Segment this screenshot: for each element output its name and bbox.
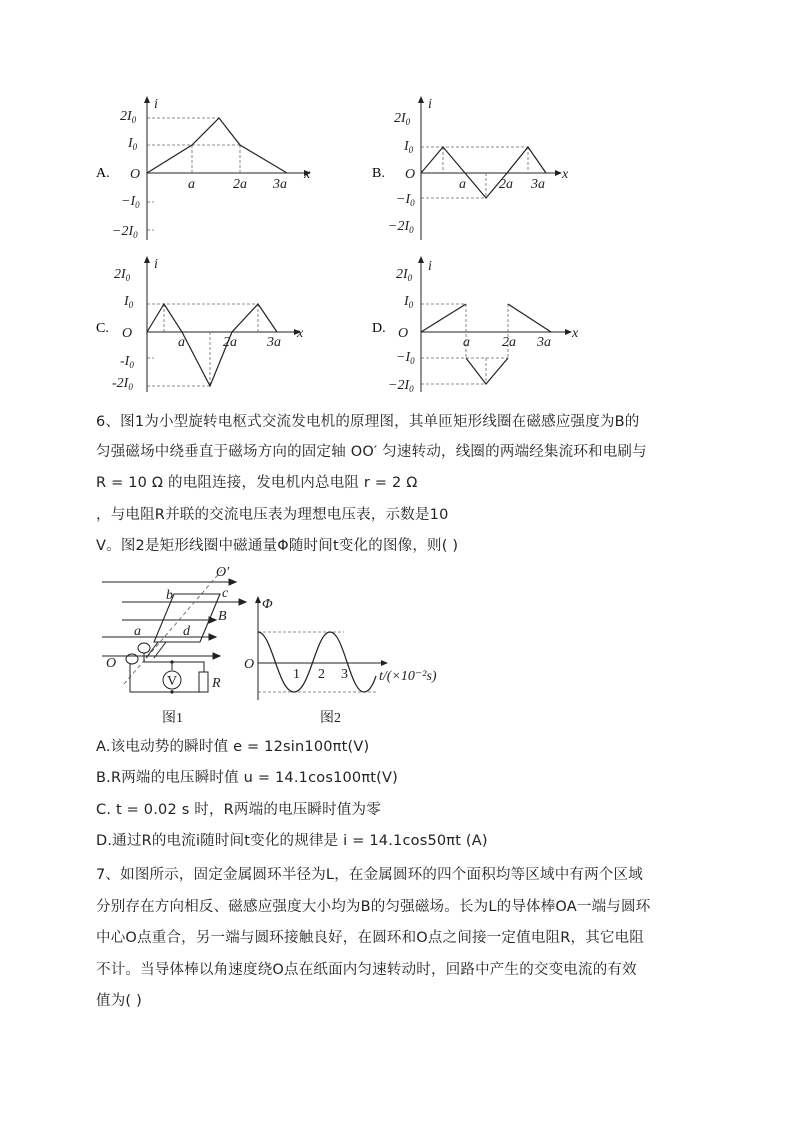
axis-i-label: i [428, 259, 432, 274]
x-3a-label: 3a [537, 335, 551, 350]
graph-c-svg [92, 250, 332, 400]
x-a-label: a [178, 335, 185, 350]
x-axis-arrow [565, 329, 572, 335]
y-2i0-label: $2I_0$ [120, 109, 137, 125]
x-2a-label: 2a [233, 177, 247, 192]
i-axis-arrow [144, 96, 150, 103]
t-axis-arrow [381, 660, 388, 666]
graph-option-b [368, 90, 608, 250]
y-2i0-label: $2I_0$ [396, 267, 413, 283]
phi-axis-arrow [255, 596, 261, 603]
axis-phi-label: Φ [262, 597, 273, 612]
graph-option-c [92, 250, 332, 400]
figure-2-caption: 图2 [320, 711, 341, 726]
y-neg-i0-label: $-I_0$ [121, 194, 140, 210]
q6-option-b[interactable]: B.R两端的电压瞬时值 u = 14.1cos100πt(V) [96, 770, 399, 786]
y-i0-label: $I_0$ [404, 294, 414, 310]
origin-label: O [244, 657, 255, 672]
x-a-label: a [459, 177, 466, 192]
graph-d-svg [368, 250, 608, 400]
axis-x-label: x [297, 326, 304, 341]
resistor-icon [199, 672, 208, 692]
graph-a-svg [92, 90, 332, 250]
figure-2 [236, 590, 446, 732]
origin-label: O [130, 167, 141, 182]
q6-option-a[interactable]: A.该电动势的瞬时值 e = 12sin100πt(V) [96, 739, 370, 755]
graph-option-a [92, 90, 332, 250]
label-V: V [167, 674, 178, 689]
figure-1-caption: 图1 [162, 711, 183, 726]
current-curve [466, 358, 508, 384]
label-d: d [183, 624, 190, 639]
label-B: B [218, 609, 227, 624]
x-3a-label: 3a [531, 177, 545, 192]
q6-line-4: ，与电阻R并联的交流电压表为理想电压表，示数是10 [96, 507, 449, 523]
label-c: c [222, 586, 229, 601]
x-2a-label: 2a [223, 335, 237, 350]
y-2i0-label: $2I_0$ [394, 111, 411, 127]
y-2i0-label: $2I_0$ [114, 267, 131, 283]
x-3a-label: 3a [273, 177, 287, 192]
current-curve [147, 304, 277, 386]
q7-line-2: 分别存在方向相反、磁感应强度大小均为B的匀强磁场。长为L的导体棒OA一端与圆环 [96, 899, 651, 915]
q6-line-1: 6、图1为小型旋转电枢式交流发电机的原理图，其单匝矩形线圈在磁感应强度为B的 [96, 414, 640, 430]
q6-line-3: R = 10 Ω 的电阻连接，发电机内总电阻 r = 2 Ω [96, 475, 418, 491]
y-neg-2i0-label: $-2I_0$ [388, 378, 414, 394]
q6-option-c[interactable]: C. t = 0.02 s 时，R两端的电压瞬时值为零 [96, 802, 381, 818]
tick-1-label: 1 [293, 667, 300, 682]
y-neg-2i0-label: $-2I_0$ [112, 376, 133, 392]
axis-i-label: i [154, 97, 158, 112]
q7-line-4: 不计。当导体棒以角速度绕O点在纸面内匀速转动时，回路中产生的交变电流的有效 [96, 962, 637, 978]
origin-label: O [122, 326, 133, 341]
origin-label: O [398, 326, 409, 341]
q7-line-3: 中心O点重合，另一端与圆环接触良好，在圆环和O点之间接一定值电阻R，其它电阻 [96, 930, 644, 946]
graph-option-d [368, 250, 608, 400]
label-O: O [106, 656, 117, 671]
label-a: a [134, 624, 141, 639]
current-curve [147, 118, 287, 173]
q7-line-1: 7、如图所示，固定金属圆环半径为L，在金属圆环的四个面积均等区域中有两个区域 [96, 867, 643, 883]
option-label: D. [372, 321, 386, 336]
y-i0-label: $I_0$ [124, 294, 134, 310]
x-2a-label: 2a [499, 177, 513, 192]
origin-label: O [405, 167, 416, 182]
option-label: A. [96, 166, 110, 181]
tick-2-label: 2 [318, 667, 325, 682]
y-i0-label: $I_0$ [128, 136, 138, 152]
label-R: R [212, 676, 221, 691]
y-neg-i0-label: $-I_0$ [120, 354, 134, 370]
label-b: b [166, 588, 173, 603]
y-neg-i0-label: $-I_0$ [396, 350, 415, 366]
q7-line-5: 值为( ) [96, 993, 142, 1009]
axis-i-label: i [154, 257, 158, 272]
axis-i-label: i [428, 97, 432, 112]
i-axis-arrow [144, 256, 150, 263]
y-i0-label: $I_0$ [404, 139, 414, 155]
graph-b-svg [368, 90, 608, 250]
axis-x-label: x [572, 326, 579, 341]
figure-2-svg [236, 590, 446, 732]
label-oprime: O′ [216, 565, 230, 580]
current-curve [508, 304, 551, 332]
axis-x-label: x [304, 167, 311, 182]
tick-3-label: 3 [341, 667, 348, 682]
y-neg-2i0-label: $-2I_0$ [388, 219, 414, 235]
axis-x-label: x [562, 167, 569, 182]
current-curve [421, 304, 466, 332]
y-neg-2i0-label: $-2I_0$ [112, 224, 138, 240]
x-a-label: a [188, 177, 195, 192]
flux-curve [258, 632, 376, 692]
i-axis-arrow [418, 256, 424, 263]
q6-line-2: 匀强磁场中绕垂直于磁场方向的固定轴 OO′ 匀速转动，线圈的两端经集流环和电刷与 [96, 444, 647, 460]
x-axis-arrow [555, 170, 562, 176]
q6-option-d[interactable]: D.通过R的电流i随时间t变化的规律是 i = 14.1cos50πt (A) [96, 833, 488, 849]
axis-t-label: t/(×10⁻²s) [379, 669, 437, 684]
option-label: C. [96, 321, 109, 336]
q6-line-5: V。图2是矩形线圈中磁通量Φ随时间t变化的图像，则( ) [96, 538, 459, 554]
x-a-label: a [463, 335, 470, 350]
i-axis-arrow [418, 96, 424, 103]
y-neg-i0-label: $-I_0$ [396, 192, 415, 208]
x-2a-label: 2a [502, 335, 516, 350]
x-3a-label: 3a [267, 335, 281, 350]
option-label: B. [372, 166, 385, 181]
